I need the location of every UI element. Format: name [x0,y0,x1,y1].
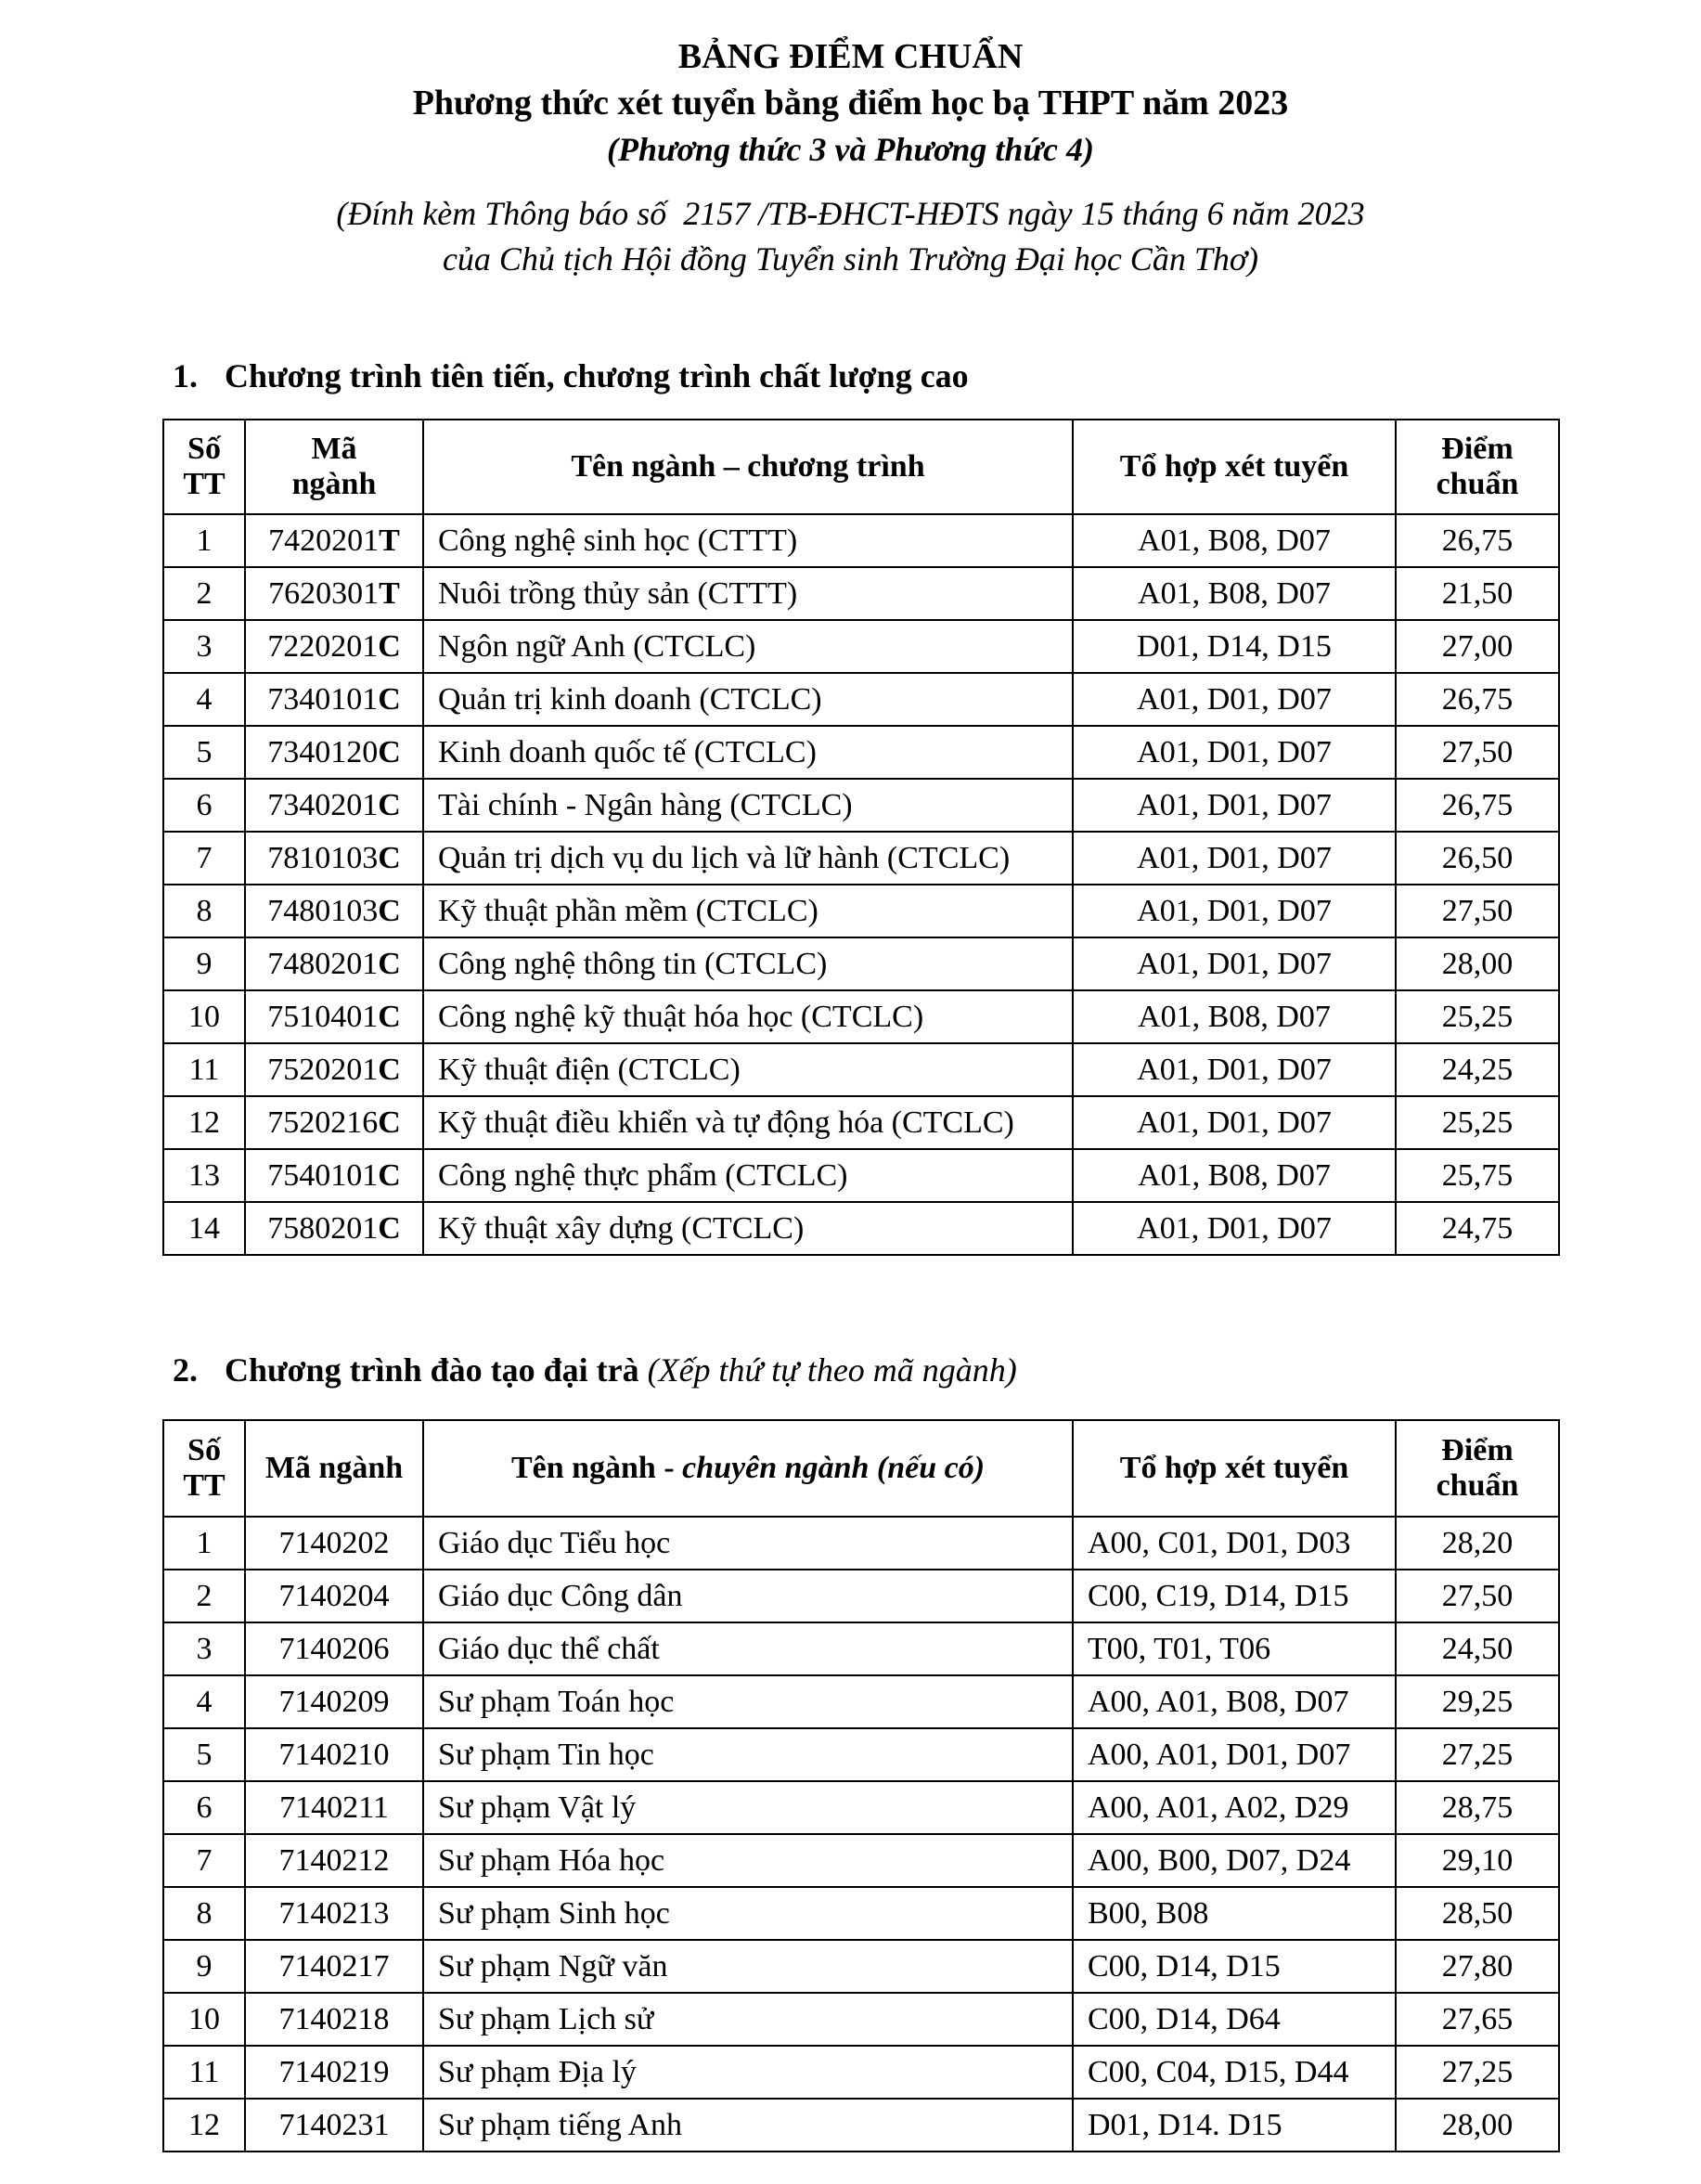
table-row [163,1675,1559,1728]
program-code-suffix: C [378,629,401,664]
admission-methods: (Phương thức 3 và Phương thức 4) [607,131,1094,168]
table-row [163,1834,1559,1887]
subject-combination: A01, D01, D07 [1073,726,1396,779]
program-code: 7140204 [245,1570,423,1622]
program-code [245,937,423,990]
benchmark-score: 28,50 [1396,1887,1559,1940]
table-row [163,1993,1559,2046]
subject-combination: A01, D01, D07 [1073,1043,1396,1096]
program-code-suffix: C [378,1053,401,1087]
program-code [245,620,423,673]
benchmark-score: 28,75 [1396,1781,1559,1834]
program-code [245,567,423,620]
benchmark-score: 28,00 [1396,2099,1559,2152]
column-header-stt: Số TT [163,420,245,514]
attachment-note [0,191,1701,282]
program-name: Sư phạm Sinh học [423,1887,1073,1940]
benchmark-score: 27,80 [1396,1940,1559,1993]
table-row [163,1887,1559,1940]
benchmark-score: 26,75 [1396,779,1559,832]
program-name: Kỹ thuật điều khiển và tự động hóa (CTCLC) [423,1096,1073,1149]
benchmark-score: 26,50 [1396,832,1559,885]
benchmark-score: 28,00 [1396,937,1559,990]
program-code-suffix: C [378,947,401,981]
table-row [163,1781,1559,1834]
benchmark-score: 27,25 [1396,2046,1559,2099]
subject-combination: A01, B08, D07 [1073,514,1396,567]
program-name: Công nghệ kỹ thuật hóa học (CTCLC) [423,990,1073,1043]
program-code-suffix: T [379,523,400,558]
program-code-digits: 7540101 [267,1158,379,1193]
program-code: 7140231 [245,2099,423,2152]
program-code-suffix: C [378,1211,401,1246]
program-code: 7140213 [245,1887,423,1940]
program-code [245,673,423,726]
table-row [163,2099,1559,2152]
subject-combination: A00, A01, A02, D29 [1073,1781,1396,1834]
table-row [163,673,1559,726]
benchmark-score: 27,50 [1396,1570,1559,1622]
program-code-digits: 7340120 [267,735,379,769]
benchmark-score: 25,25 [1396,1096,1559,1149]
program-name: Công nghệ thông tin (CTCLC) [423,937,1073,990]
program-code [245,514,423,567]
table-row [163,1728,1559,1781]
column-header-code: Mã ngành [245,1420,423,1517]
row-number: 2 [163,567,245,620]
document-header [0,33,1701,282]
benchmark-score: 28,20 [1396,1517,1559,1570]
program-name: Sư phạm Địa lý [423,2046,1073,2099]
program-code-suffix: T [379,576,400,611]
benchmark-score: 27,25 [1396,1728,1559,1781]
program-code [245,726,423,779]
program-code [245,779,423,832]
table-row [163,937,1559,990]
column-header-combo: Tổ hợp xét tuyển [1073,1420,1396,1517]
program-name: Tài chính - Ngân hàng (CTCLC) [423,779,1073,832]
table-row [163,832,1559,885]
program-code [245,1149,423,1202]
section-2-note: (Xếp thứ tự theo mã ngành) [647,1351,1017,1389]
column-header-name: Tên ngành - chuyên ngành (nếu có) [423,1420,1073,1517]
program-code-digits: 7810103 [267,841,379,875]
row-number: 7 [163,832,245,885]
program-name: Giáo dục Công dân [423,1570,1073,1622]
table-row [163,1517,1559,1570]
table-row [163,1043,1559,1096]
benchmark-score: 24,75 [1396,1202,1559,1255]
subject-combination: A00, B00, D07, D24 [1073,1834,1396,1887]
program-code-suffix: C [378,841,401,875]
program-code: 7140217 [245,1940,423,1993]
column-header-combo: Tổ hợp xét tuyển [1073,420,1396,514]
row-number: 7 [163,1834,245,1887]
program-code-digits: 7340201 [267,788,379,822]
table-row [163,990,1559,1043]
row-number: 1 [163,1517,245,1570]
subject-combination: C00, D14, D64 [1073,1993,1396,2046]
section-2-number: 2. [173,1351,198,1389]
program-code-suffix: C [378,1000,401,1034]
row-number: 6 [163,779,245,832]
program-name: Sư phạm Tin học [423,1728,1073,1781]
subject-combination: A01, D01, D07 [1073,885,1396,937]
row-number: 4 [163,673,245,726]
row-number: 12 [163,1096,245,1149]
program-code [245,990,423,1043]
subject-combination: C00, C04, D15, D44 [1073,2046,1396,2099]
benchmark-score: 24,50 [1396,1622,1559,1675]
row-number: 14 [163,1202,245,1255]
program-code: 7140210 [245,1728,423,1781]
row-number: 8 [163,885,245,937]
program-code [245,1043,423,1096]
benchmark-score: 21,50 [1396,567,1559,620]
subject-combination: A01, D01, D07 [1073,832,1396,885]
subject-combination: B00, B08 [1073,1887,1396,1940]
table-row [163,1202,1559,1255]
benchmark-score: 25,25 [1396,990,1559,1043]
program-code [245,885,423,937]
table-row [163,514,1559,567]
program-code-digits: 7520216 [267,1105,379,1140]
attachment-line-2: của Chủ tịch Hội đồng Tuyển sinh Trường Đại học Cần Thơ) [442,240,1259,278]
subject-combination: A01, D01, D07 [1073,673,1396,726]
program-code-suffix: C [378,735,401,769]
table-row [163,1570,1559,1622]
program-code: 7140202 [245,1517,423,1570]
program-code: 7140209 [245,1675,423,1728]
benchmark-score: 27,50 [1396,726,1559,779]
row-number: 6 [163,1781,245,1834]
row-number: 3 [163,1622,245,1675]
program-code [245,1096,423,1149]
column-header-name: Tên ngành – chương trình [423,420,1073,514]
subject-combination: D01, D14, D15 [1073,620,1396,673]
program-code: 7140219 [245,2046,423,2099]
table-row [163,1149,1559,1202]
row-number: 9 [163,937,245,990]
table-row [163,1096,1559,1149]
column-header-score: Điểm chuẩn [1396,1420,1559,1517]
program-code [245,832,423,885]
program-name: Sư phạm Ngữ văn [423,1940,1073,1993]
column-header-stt: Số TT [163,1420,245,1517]
program-name: Kinh doanh quốc tế (CTCLC) [423,726,1073,779]
program-code-digits: 7420201 [268,523,380,558]
row-number: 3 [163,620,245,673]
row-number: 5 [163,1728,245,1781]
row-number: 1 [163,514,245,567]
section-2-heading [173,1350,1017,1389]
subject-combination: D01, D14. D15 [1073,2099,1396,2152]
program-name: Sư phạm Toán học [423,1675,1073,1728]
program-code: 7140206 [245,1622,423,1675]
program-code-digits: 7510401 [267,1000,379,1034]
document-title: BẢNG ĐIỂM CHUẨN [677,37,1024,76]
benchmark-score: 27,00 [1396,620,1559,673]
subject-combination: A01, B08, D07 [1073,567,1396,620]
program-code-digits: 7340101 [267,682,379,717]
table-header-row [163,1420,1559,1517]
subject-combination: C00, D14, D15 [1073,1940,1396,1993]
program-name: Công nghệ sinh học (CTTT) [423,514,1073,567]
benchmark-score: 27,50 [1396,885,1559,937]
table-row [163,1940,1559,1993]
subject-combination: A01, D01, D07 [1073,779,1396,832]
benchmark-score: 25,75 [1396,1149,1559,1202]
benchmark-score: 26,75 [1396,514,1559,567]
table-row [163,779,1559,832]
subject-combination: A01, D01, D07 [1073,937,1396,990]
program-name: Sư phạm tiếng Anh [423,2099,1073,2152]
row-number: 8 [163,1887,245,1940]
program-name: Sư phạm Vật lý [423,1781,1073,1834]
subject-combination: A00, C01, D01, D03 [1073,1517,1396,1570]
program-name: Công nghệ thực phẩm (CTCLC) [423,1149,1073,1202]
subject-combination: C00, C19, D14, D15 [1073,1570,1396,1622]
benchmark-score: 24,25 [1396,1043,1559,1096]
table-row [163,885,1559,937]
program-name: Nuôi trồng thủy sản (CTTT) [423,567,1073,620]
subject-combination: A00, A01, D01, D07 [1073,1728,1396,1781]
benchmark-score: 29,25 [1396,1675,1559,1728]
program-name: Quản trị kinh doanh (CTCLC) [423,673,1073,726]
row-number: 10 [163,990,245,1043]
program-code-digits: 7620301 [268,576,380,611]
program-name: Sư phạm Hóa học [423,1834,1073,1887]
section-1-heading [173,356,969,395]
program-name: Giáo dục thể chất [423,1622,1073,1675]
row-number: 2 [163,1570,245,1622]
table-row [163,620,1559,673]
benchmark-score: 26,75 [1396,673,1559,726]
subject-combination: A01, B08, D07 [1073,1149,1396,1202]
program-name: Ngôn ngữ Anh (CTCLC) [423,620,1073,673]
row-number: 9 [163,1940,245,1993]
program-code-digits: 7480201 [267,947,379,981]
section-1-title: Chương trình tiên tiến, chương trình chất lượng cao [225,357,969,394]
attachment-line-1: (Đính kèm Thông báo số 2157 /TB-ĐHCT-HĐTS ngày 15 tháng 6 năm 2023 [336,195,1365,232]
row-number: 11 [163,1043,245,1096]
subject-combination: A00, A01, B08, D07 [1073,1675,1396,1728]
subject-combination: A01, B08, D07 [1073,990,1396,1043]
program-code [245,1202,423,1255]
program-name: Quản trị dịch vụ du lịch và lữ hành (CTCLC) [423,832,1073,885]
program-code: 7140218 [245,1993,423,2046]
row-number: 13 [163,1149,245,1202]
program-code-suffix: C [378,788,401,822]
document-subtitle: Phương thức xét tuyển bằng điểm học bạ THPT năm 2023 [412,84,1289,123]
table-header-row [163,420,1559,514]
program-name: Kỹ thuật xây dựng (CTCLC) [423,1202,1073,1255]
row-number: 10 [163,1993,245,2046]
subject-combination: A01, D01, D07 [1073,1096,1396,1149]
program-code-suffix: C [378,1105,401,1140]
benchmark-score: 27,65 [1396,1993,1559,2046]
table-row [163,2046,1559,2099]
table-row [163,567,1559,620]
column-header-score: Điểm chuẩn [1396,420,1559,514]
subject-combination: T00, T01, T06 [1073,1622,1396,1675]
program-name: Kỹ thuật phần mềm (CTCLC) [423,885,1073,937]
standard-programs-table [162,1419,1560,2152]
program-code-suffix: C [378,894,401,928]
section-2-title: Chương trình đào tạo đại trà [225,1351,639,1389]
row-number: 11 [163,2046,245,2099]
row-number: 5 [163,726,245,779]
program-code: 7140211 [245,1781,423,1834]
row-number: 4 [163,1675,245,1728]
subject-combination: A01, D01, D07 [1073,1202,1396,1255]
program-code-digits: 7580201 [267,1211,379,1246]
program-code-digits: 7480103 [267,894,379,928]
row-number: 12 [163,2099,245,2152]
program-code-digits: 7220201 [267,629,379,664]
advanced-programs-table [162,419,1560,1256]
program-code-suffix: C [378,682,401,717]
program-code: 7140212 [245,1834,423,1887]
program-name: Giáo dục Tiểu học [423,1517,1073,1570]
column-header-code: Mã ngành [245,420,423,514]
program-name: Sư phạm Lịch sử [423,1993,1073,2046]
program-name: Kỹ thuật điện (CTCLC) [423,1043,1073,1096]
table-row [163,1622,1559,1675]
benchmark-score: 29,10 [1396,1834,1559,1887]
program-code-digits: 7520201 [267,1053,379,1087]
section-1-number: 1. [173,357,198,394]
table-row [163,726,1559,779]
program-code-suffix: C [378,1158,401,1193]
